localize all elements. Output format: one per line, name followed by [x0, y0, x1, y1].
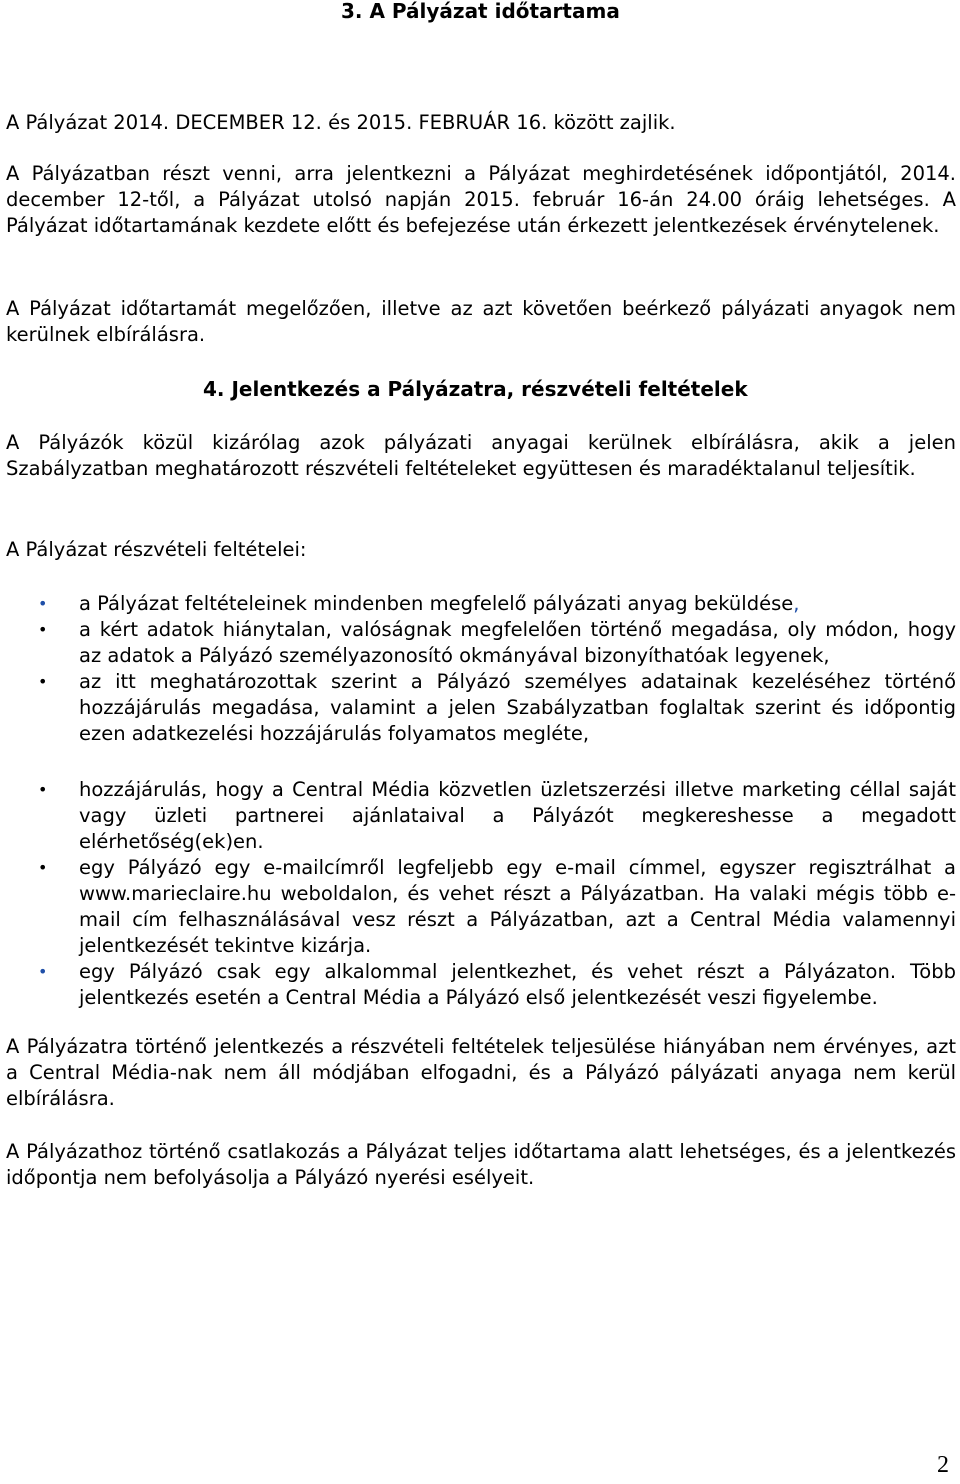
- section-3-heading: 3. A Pályázat időtartama: [341, 0, 620, 23]
- list-item: [6, 617, 956, 669]
- list-item: [6, 669, 956, 747]
- bullet-icon: •: [38, 780, 48, 799]
- section-3-paragraph-3: A Pályázat időtartamát megelőzően, illetve az azt követően beérkező pályázati anyagok nem kerülnek elbírálásra.: [6, 297, 956, 346]
- bullet-icon: •: [38, 620, 48, 639]
- list-item-text: hozzájárulás, hogy a Central Média közvetlen üzletszerzési illetve marketing céllal saját vagy üzleti partnerei ajánlataival a Pályázót megkereshesse a megadott elérhetőség(ek)en.: [79, 778, 956, 853]
- bullet-icon: •: [38, 858, 48, 877]
- list-item-suffix: ,: [793, 592, 800, 615]
- list-item: [6, 777, 956, 855]
- list-item: [6, 959, 956, 1011]
- section-4-heading: 4. Jelentkezés a Pályázatra, részvételi feltételek: [203, 377, 748, 401]
- section-3-paragraph-2: A Pályázatban részt venni, arra jelentkezni a Pályázat meghirdetésének időpontjától, 2014. december 12-től, a Pályázat utolsó napján 2015. február 16-án 24.00 óráig lehetséges. A Pályázat időtartamának kezdete előtt és befejezése után érkezett jelentkezések érvénytelenek.: [6, 162, 956, 237]
- section-4-paragraph-1: A Pályázók közül kizárólag azok pályázati anyagai kerülnek elbírálásra, akik a jelen Szabályzatban meghatározott részvételi feltételeket együttesen és maradéktalanul teljesítik.: [6, 431, 956, 480]
- list-item-text: a kért adatok hiánytalan, valóságnak megfelelően történő megadása, oly módon, hogy az adatok a Pályázó személyazonosító okmányával bizonyíthatóak legyenek,: [79, 618, 956, 667]
- conditions-list: [6, 591, 956, 1011]
- section-4-paragraph-3: A Pályázatra történő jelentkezés a részvételi feltételek teljesülése hiányában nem érvényes, azt a Central Média-nak nem áll módjában elfogadni, és a Pályázó pályázati anyaga nem kerül elbírálásra.: [6, 1035, 956, 1110]
- section-4-paragraph-4: A Pályázathoz történő csatlakozás a Pályázat teljes időtartama alatt lehetséges, és a jelentkezés időpontja nem befolyásolja a Pályázó nyerési esélyeit.: [6, 1140, 956, 1189]
- list-item-text: az itt meghatározottak szerint a Pályázó személyes adatainak kezeléséhez történő hozzájárulás megadása, valamint a jelen Szabályzatban foglaltak szerint és időpontig ezen adatkezelési hozzájárulás folyamatos megléte,: [79, 670, 956, 745]
- list-item: [6, 855, 956, 959]
- section-3-paragraph-1: A Pályázat 2014. DECEMBER 12. és 2015. FEBRUÁR 16. között zajlik.: [6, 111, 676, 134]
- list-item-text: a Pályázat feltételeinek mindenben megfelelő pályázati anyag beküldése: [79, 592, 794, 615]
- list-item-text: egy Pályázó egy e-mailcímről legfeljebb egy e-mail címmel, egyszer regisztrálhat a www.marieclaire.hu weboldalon, és vehet részt a Pályázatban. Ha valaki mégis több e-mail cím felhasználásával vesz részt a Pályázatban, azt a Central Média valamennyi jelentkezését tekintve kizárja.: [79, 856, 956, 957]
- list-item-text: egy Pályázó csak egy alkalommal jelentkezhet, és vehet részt a Pályázaton. Több jelentkezés esetén a Central Média a Pályázó első jelentkezését veszi figyelembe.: [79, 960, 956, 1009]
- section-4-paragraph-2: A Pályázat részvételi feltételei:: [6, 538, 307, 561]
- page-number: 2: [937, 1452, 949, 1478]
- bullet-icon: •: [38, 672, 48, 691]
- list-item: [6, 591, 956, 617]
- bullet-icon: •: [38, 962, 48, 981]
- bullet-icon: •: [38, 594, 48, 613]
